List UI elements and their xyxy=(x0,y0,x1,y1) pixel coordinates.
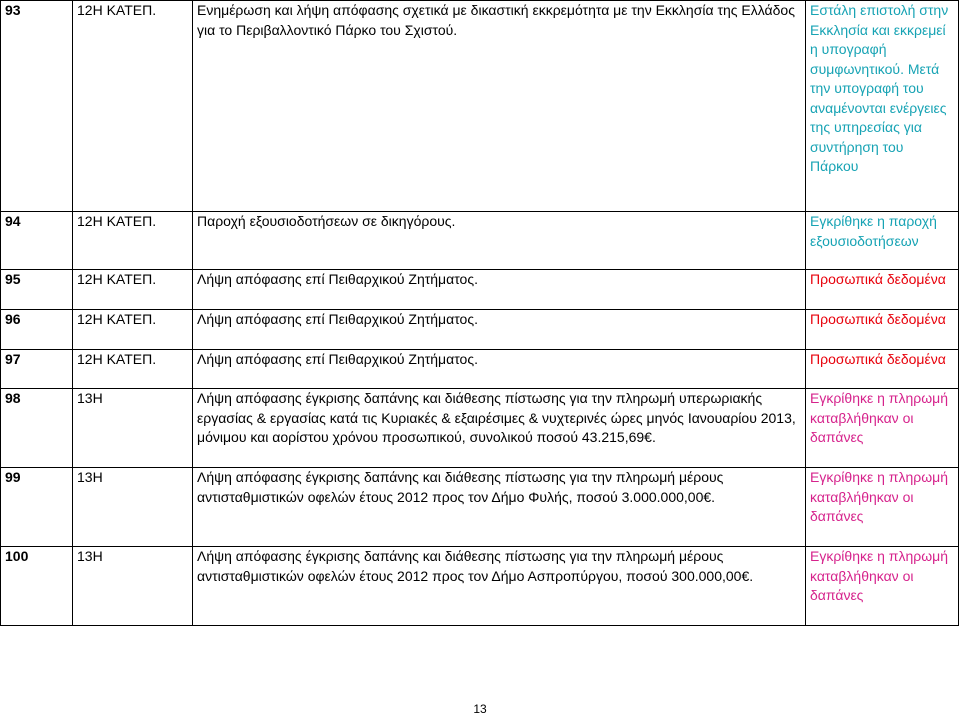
row-subject: Λήψη απόφασης έγκρισης δαπάνης και διάθεσης πίστωσης για την πληρωμή μέρους αντισταθμιστικών οφελών έτους 2012 προς τον Δήμο Φυλής, ποσού 3.000.000,00€. xyxy=(193,468,806,547)
table-row xyxy=(1,1,959,212)
row-session: 12Η ΚΑΤΕΠ. xyxy=(73,1,193,212)
row-subject: Λήψη απόφασης επί Πειθαρχικού Ζητήματος. xyxy=(193,270,806,310)
table-row xyxy=(1,389,959,468)
row-status: Εγκρίθηκε η πληρωμή καταβλήθηκαν οι δαπάνες xyxy=(806,468,959,547)
row-status: Εγκρίθηκε η πληρωμή καταβλήθηκαν οι δαπάνες xyxy=(806,389,959,468)
row-status: Προσωπικά δεδομένα xyxy=(806,310,959,350)
row-status: Προσωπικά δεδομένα xyxy=(806,350,959,389)
row-subject: Λήψη απόφασης έγκρισης δαπάνης και διάθεσης πίστωσης για την πληρωμή υπερωριακής εργασίας & εργασίας κατά τις Κυριακές & εξαιρέσιμες & νυχτερινές ώρες μηνός Ιανουαρίου 2013, μόνιμου και αορίστου χρόνου προσωπικού, συνολικού ποσού 43.215,69€. xyxy=(193,389,806,468)
row-status: Προσωπικά δεδομένα xyxy=(806,270,959,310)
row-number: 100 xyxy=(1,547,73,626)
row-session: 12Η ΚΑΤΕΠ. xyxy=(73,270,193,310)
row-status: Εγκρίθηκε η πληρωμή καταβλήθηκαν οι δαπάνες xyxy=(806,547,959,626)
row-status: Εστάλη επιστολή στην Εκκλησία και εκκρεμεί η υπογραφή συμφωνητικού. Μετά την υπογραφή του αναμένονται ενέργειες της υπηρεσίας για συντήρηση του Πάρκου xyxy=(806,1,959,212)
row-number: 99 xyxy=(1,468,73,547)
row-subject: Λήψη απόφασης επί Πειθαρχικού Ζητήματος. xyxy=(193,310,806,350)
row-session: 13Η xyxy=(73,389,193,468)
row-session: 12Η ΚΑΤΕΠ. xyxy=(73,310,193,350)
table-row xyxy=(1,310,959,350)
row-number: 98 xyxy=(1,389,73,468)
row-session: 13Η xyxy=(73,547,193,626)
row-session: 12Η ΚΑΤΕΠ. xyxy=(73,350,193,389)
table-row xyxy=(1,547,959,626)
table-row xyxy=(1,350,959,389)
table-row xyxy=(1,212,959,270)
row-number: 97 xyxy=(1,350,73,389)
table-row xyxy=(1,468,959,547)
table-row xyxy=(1,270,959,310)
row-number: 96 xyxy=(1,310,73,350)
row-status: Εγκρίθηκε η παροχή εξουσιοδοτήσεων xyxy=(806,212,959,270)
row-session: 13Η xyxy=(73,468,193,547)
row-number: 95 xyxy=(1,270,73,310)
row-subject: Παροχή εξουσιοδοτήσεων σε δικηγόρους. xyxy=(193,212,806,270)
row-number: 94 xyxy=(1,212,73,270)
row-number: 93 xyxy=(1,1,73,212)
row-session: 12Η ΚΑΤΕΠ. xyxy=(73,212,193,270)
row-subject: Λήψη απόφασης επί Πειθαρχικού Ζητήματος. xyxy=(193,350,806,389)
page-number: 13 xyxy=(473,702,487,716)
row-subject: Λήψη απόφασης έγκρισης δαπάνης και διάθεσης πίστωσης για την πληρωμή μέρους αντισταθμιστικών οφελών έτους 2012 προς τον Δήμο Ασπροπύργου, ποσού 300.000,00€. xyxy=(193,547,806,626)
row-subject: Ενημέρωση και λήψη απόφασης σχετικά με δικαστική εκκρεμότητα με την Εκκλησία της Ελλάδος για το Περιβαλλοντικό Πάρκο του Σχιστού. xyxy=(193,1,806,212)
